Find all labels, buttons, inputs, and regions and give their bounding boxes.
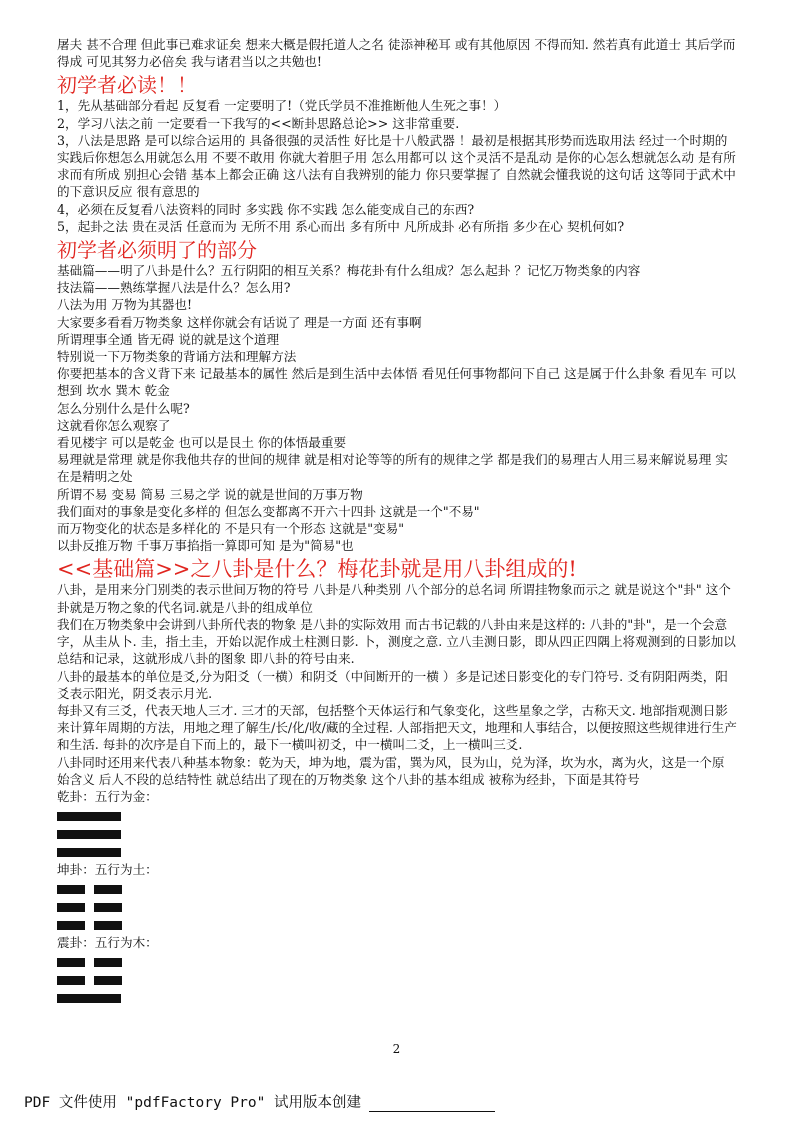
paragraph: 八卦同时还用来代表八种基本物象：乾为天，坤为地，震为雷，巽为风，艮为山，兑为泽，坎为水，离为火，这是一个原始含义 后人不段的总结特性 就总结出了现在的万物类象 这个八卦的基本组成 被称为经卦，下面是其符号 bbox=[57, 754, 725, 787]
yin-bar-right bbox=[94, 958, 122, 967]
paragraph: 看见楼宇 可以是乾金 也可以是艮土 你的体悟最重要 bbox=[57, 435, 347, 451]
yang-bar bbox=[57, 848, 121, 857]
trigram-symbol bbox=[57, 881, 737, 934]
section-heading: 初学者必须明了的部分 bbox=[57, 238, 257, 263]
yang-line bbox=[57, 826, 737, 844]
yang-line bbox=[57, 843, 737, 861]
footer-text: PDF 文件使用 "pdfFactory Pro" 试用版本创建 bbox=[24, 1095, 362, 1111]
yin-bar-left bbox=[57, 958, 85, 967]
yang-bar bbox=[57, 812, 121, 821]
yang-line bbox=[57, 989, 737, 1007]
paragraph: 5，起卦之法 贵在灵活 任意而为 无所不用 系心而出 多有所中 凡所成卦 必有所指 多少在心 契机何如? bbox=[57, 218, 625, 234]
paragraph: 特别说一下万物类象的背诵方法和理解方法 bbox=[57, 349, 297, 365]
trigram-zhen bbox=[57, 934, 737, 1007]
yin-bar-right bbox=[94, 885, 122, 894]
paragraph: 怎么分别什么是什么呢? bbox=[57, 400, 190, 416]
page-number: 2 bbox=[392, 1042, 401, 1056]
yin-line bbox=[57, 916, 737, 934]
yin-bar-left bbox=[57, 903, 85, 912]
yang-bar bbox=[57, 994, 121, 1003]
footer-link-underline bbox=[369, 1097, 495, 1112]
yin-line bbox=[57, 881, 737, 899]
pdf-footer bbox=[24, 1091, 495, 1112]
document-body bbox=[57, 36, 737, 1007]
yin-line bbox=[57, 954, 737, 972]
paragraph: 基础篇——明了八卦是什么？五行阴阳的相互关系？梅花卦有什么组成？怎么起卦 ？记忆万物类象的内容 bbox=[57, 263, 641, 279]
paragraph: 1，先从基础部分看起 反复看 一定要明了!（党氏学员不准推断他人生死之事！） bbox=[57, 98, 507, 114]
section-heading: <<基础篇>>之八卦是什么？梅花卦就是用八卦组成的! bbox=[57, 557, 577, 582]
paragraph: 八法为用 万物为其器也! bbox=[57, 297, 193, 313]
paragraph: 技法篇——熟练掌握八法是什么？怎么用? bbox=[57, 280, 291, 296]
yin-line bbox=[57, 899, 737, 917]
paragraph: 这就看你怎么观察了 bbox=[57, 417, 171, 433]
trigram-symbol bbox=[57, 808, 737, 861]
trigram-kun bbox=[57, 861, 737, 934]
paragraph: 每卦又有三爻，代表天地人三才. 三才的天部，包括整个天体运行和气象变化，这些星象之学，古称天文. 地部指观测日影来计算年周期的方法，用地之理了解生/长/化/收/藏的全过程. 人部指把天文，地理和人事结合，以便按照这些规律进行生产和生活. 每卦的次序是自下而上的，最下一横叫初爻，中一横叫二爻，上一横叫三爻. bbox=[57, 702, 737, 753]
paragraph: 八卦，是用来分门别类的表示世间万物的符号 八卦是八种类别 八个部分的总名词 所谓挂物象而示之 就是说这个"卦" 这个卦就是万物之象的代名词.就是八卦的组成单位 bbox=[57, 582, 731, 615]
paragraph: 而万物变化的状态是多样化的 不是只有一个形态 这就是"变易" bbox=[57, 521, 405, 537]
yang-bar bbox=[57, 830, 121, 839]
paragraph: 我们面对的事象是变化多样的 但怎么变都离不开六十四卦 这就是一个"不易" bbox=[57, 503, 480, 519]
paragraph: 屠夫 甚不合理 但此事已难求证矣 想来大概是假托道人之名 徒添神秘耳 或有其他原因 不得而知. 然若真有此道士 其后学而得成 可见其努力必倍矣 我与诸君当以之共勉也! bbox=[57, 37, 736, 70]
trigram-label: 震卦：五行为木： bbox=[57, 934, 158, 950]
trigram-qian bbox=[57, 788, 737, 861]
paragraph: 易理就是常理 就是你我他共存的世间的规律 就是相对论等等的所有的规律之学 都是我们的易理古人用三易来解说易理 实在是精明之处 bbox=[57, 452, 728, 485]
yin-line bbox=[57, 972, 737, 990]
yin-bar-right bbox=[94, 976, 122, 985]
paragraph: 你要把基本的含义背下来 记最基本的属性 然后是到生活中去体悟 看见任何事物都问下自己 这是属于什么卦象 看见车 可以想到 坎水 巽木 乾金 bbox=[57, 366, 736, 399]
trigram-symbol bbox=[57, 954, 737, 1007]
yin-bar-left bbox=[57, 885, 85, 894]
paragraph: 我们在万物类象中会讲到八卦所代表的物象 是八卦的实际效用 而古书记载的八卦由来是这样的: 八卦的"卦"，是一个会意字，从圭从卜. 圭，指土圭，开始以泥作成土柱测日影. 卜，测度之意. 立八圭测日影，即从四正四隅上将观测到的日影加以总结和记录，这就形成八卦的图象 即八卦的符号由来. bbox=[57, 616, 736, 667]
yin-bar-right bbox=[94, 903, 122, 912]
section-heading: 初学者必读！！ bbox=[57, 73, 197, 98]
yin-bar-left bbox=[57, 976, 85, 985]
yin-bar-right bbox=[94, 921, 122, 930]
trigram-label: 坤卦：五行为土： bbox=[57, 861, 158, 877]
paragraph: 以卦反推万物 千事万事掐指一算即可知 是为"简易"也 bbox=[57, 538, 354, 554]
paragraph: 3，八法是思路 是可以综合运用的 具备很强的灵活性 好比是十八般武器 ！最初是根据其形势而选取用法 经过一个时期的实践后你想怎么用就怎么用 不要不敢用 你就大着胆子用 怎么用都可以 这个灵活不是乱动 是你的心怎么想就怎么动 是有所求而有所成 别担心会错 基本上都会正确 这八法有自我辨别的能力 你只要掌握了 自然就会懂我说的这句话 这等同于武术中的下意识反应 很有意思的 bbox=[57, 132, 736, 200]
trigram-label: 乾卦：五行为金： bbox=[57, 788, 158, 804]
paragraph: 大家要多看看万物类象 这样你就会有话说了 理是一方面 还有事啊 bbox=[57, 314, 422, 330]
yang-line bbox=[57, 808, 737, 826]
paragraph: 所谓不易 变易 简易 三易之学 说的就是世间的万事万物 bbox=[57, 486, 363, 502]
paragraph: 所谓理事全通 皆无碍 说的就是这个道理 bbox=[57, 331, 280, 347]
yin-bar-left bbox=[57, 921, 85, 930]
paragraph: 八卦的最基本的单位是爻,分为阳爻（一横）和阴爻（中间断开的一横 ）多是记述日影变化的专门符号. 爻有阴阳两类，阳爻表示阳光，阴爻表示月光. bbox=[57, 668, 728, 701]
paragraph: 2，学习八法之前 一定要看一下我写的<<断卦思路总论>> 这非常重要. bbox=[57, 115, 460, 131]
paragraph: 4，必须在反复看八法资料的同时 多实践 你不实践 怎么能变成自己的东西? bbox=[57, 201, 475, 217]
